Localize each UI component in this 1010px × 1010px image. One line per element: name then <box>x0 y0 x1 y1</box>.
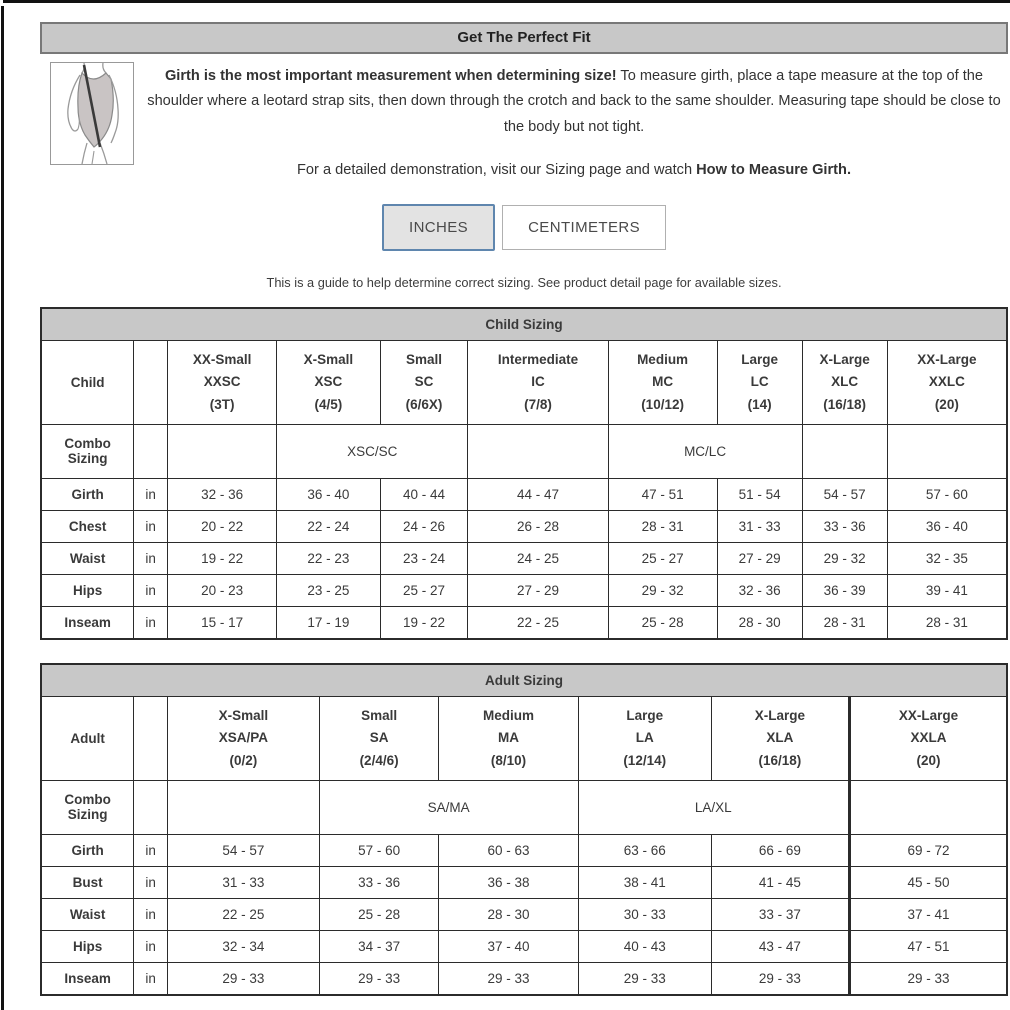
adult-size-column-header: XX-Large XXLA (20) <box>849 696 1007 780</box>
adult-unit-value: in <box>134 930 168 962</box>
child-size-value: 36 - 40 <box>887 510 1007 542</box>
child-size-value: 28 - 31 <box>887 606 1007 639</box>
adult-size-value: 22 - 25 <box>168 898 320 930</box>
child-size-value: 17 - 19 <box>277 606 380 639</box>
child-unit-value: in <box>134 606 168 639</box>
child-header-row <box>41 341 1007 425</box>
child-unit-header <box>134 341 168 425</box>
demo-note-bold: How to Measure Girth. <box>696 162 851 179</box>
adult-size-value: 30 - 33 <box>578 898 711 930</box>
child-size-value: 54 - 57 <box>802 478 887 510</box>
child-combo-label: Combo Sizing <box>41 424 134 478</box>
child-size-value: 32 - 36 <box>168 478 277 510</box>
adult-size-value: 32 - 34 <box>168 930 320 962</box>
child-size-value: 57 - 60 <box>887 478 1007 510</box>
adult-size-value: 69 - 72 <box>849 834 1007 866</box>
child-measurement-row <box>41 542 1007 574</box>
intro-text-column <box>134 62 1008 178</box>
adult-size-value: 29 - 33 <box>711 962 849 995</box>
adult-table-title: Adult Sizing <box>41 664 1007 697</box>
adult-size-value: 25 - 28 <box>319 898 439 930</box>
adult-size-value: 33 - 36 <box>319 866 439 898</box>
girth-instructions-body: To measure girth, place a tape measure at the top of the shoulder where a leotard strap sits, then down through the crotch and back to the same shoulder. Measuring tape should be close to the body but not tight. <box>147 68 1001 135</box>
child-size-column-header: Medium MC (10/12) <box>608 341 717 425</box>
adult-size-value: 36 - 38 <box>439 866 578 898</box>
child-size-value: 22 - 23 <box>277 542 380 574</box>
adult-size-value: 63 - 66 <box>578 834 711 866</box>
adult-size-column-header: Large LA (12/14) <box>578 696 711 780</box>
adult-combo-cell <box>849 780 1007 834</box>
child-size-value: 27 - 29 <box>717 542 802 574</box>
adult-size-value: 29 - 33 <box>168 962 320 995</box>
adult-combo-cell: LA/XL <box>578 780 849 834</box>
adult-sizing-table <box>40 663 1008 996</box>
child-measurement-row <box>41 574 1007 606</box>
adult-size-value: 41 - 45 <box>711 866 849 898</box>
adult-corner-label: Adult <box>41 696 134 780</box>
child-combo-cell: MC/LC <box>608 424 802 478</box>
adult-size-value: 40 - 43 <box>578 930 711 962</box>
child-unit-value: in <box>134 574 168 606</box>
child-measurement-row <box>41 510 1007 542</box>
child-size-value: 23 - 25 <box>277 574 380 606</box>
child-table-title-row <box>41 308 1007 341</box>
child-combo-cell: XSC/SC <box>277 424 468 478</box>
adult-measurement-row <box>41 834 1007 866</box>
child-size-value: 28 - 31 <box>802 606 887 639</box>
child-size-value: 20 - 23 <box>168 574 277 606</box>
child-size-value: 31 - 33 <box>717 510 802 542</box>
child-combo-cell <box>168 424 277 478</box>
adult-size-value: 29 - 33 <box>319 962 439 995</box>
child-measurement-row <box>41 606 1007 639</box>
child-size-column-header: Small SC (6/6X) <box>380 341 468 425</box>
page-content <box>40 22 1008 996</box>
adult-measurement-label: Inseam <box>41 962 134 995</box>
child-size-value: 26 - 28 <box>468 510 608 542</box>
child-measurement-label: Waist <box>41 542 134 574</box>
adult-measurement-label: Bust <box>41 866 134 898</box>
adult-size-value: 66 - 69 <box>711 834 849 866</box>
child-size-value: 24 - 25 <box>468 542 608 574</box>
adult-size-value: 47 - 51 <box>849 930 1007 962</box>
child-size-column-header: Intermediate IC (7/8) <box>468 341 608 425</box>
child-size-value: 29 - 32 <box>608 574 717 606</box>
child-size-value: 28 - 31 <box>608 510 717 542</box>
child-size-value: 19 - 22 <box>168 542 277 574</box>
child-size-value: 51 - 54 <box>717 478 802 510</box>
child-size-value: 24 - 26 <box>380 510 468 542</box>
child-size-value: 20 - 22 <box>168 510 277 542</box>
adult-size-column-header: X-Large XLA (16/18) <box>711 696 849 780</box>
child-size-value: 47 - 51 <box>608 478 717 510</box>
child-size-value: 15 - 17 <box>168 606 277 639</box>
adult-size-value: 54 - 57 <box>168 834 320 866</box>
adult-combo-label: Combo Sizing <box>41 780 134 834</box>
adult-measurement-row <box>41 898 1007 930</box>
child-size-value: 44 - 47 <box>468 478 608 510</box>
child-size-value: 39 - 41 <box>887 574 1007 606</box>
intro-section <box>40 62 1008 178</box>
adult-size-value: 29 - 33 <box>578 962 711 995</box>
sizing-demo-note <box>146 162 1002 178</box>
adult-unit-header <box>134 696 168 780</box>
child-size-value: 32 - 35 <box>887 542 1007 574</box>
child-combo-cell <box>802 424 887 478</box>
child-measurement-label: Hips <box>41 574 134 606</box>
adult-size-column-header: X-Small XSA/PA (0/2) <box>168 696 320 780</box>
adult-combo-unit <box>134 780 168 834</box>
adult-size-value: 29 - 33 <box>439 962 578 995</box>
adult-size-value: 28 - 30 <box>439 898 578 930</box>
child-size-value: 22 - 24 <box>277 510 380 542</box>
child-measurement-label: Chest <box>41 510 134 542</box>
adult-measurement-label: Girth <box>41 834 134 866</box>
child-size-value: 19 - 22 <box>380 606 468 639</box>
adult-size-value: 33 - 37 <box>711 898 849 930</box>
child-table-title: Child Sizing <box>41 308 1007 341</box>
adult-measurement-label: Hips <box>41 930 134 962</box>
adult-size-column-header: Small SA (2/4/6) <box>319 696 439 780</box>
adult-size-value: 31 - 33 <box>168 866 320 898</box>
adult-table-title-row <box>41 664 1007 697</box>
page-left-border <box>1 6 4 1010</box>
child-corner-label: Child <box>41 341 134 425</box>
adult-size-value: 57 - 60 <box>319 834 439 866</box>
girth-diagram-image <box>50 62 134 165</box>
child-size-value: 25 - 28 <box>608 606 717 639</box>
child-size-column-header: X-Small XSC (4/5) <box>277 341 380 425</box>
child-size-column-header: XX-Small XXSC (3T) <box>168 341 277 425</box>
adult-measurement-label: Waist <box>41 898 134 930</box>
adult-size-value: 45 - 50 <box>849 866 1007 898</box>
adult-header-row <box>41 696 1007 780</box>
page-title-bar <box>40 22 1008 54</box>
adult-measurement-row <box>41 962 1007 995</box>
adult-size-value: 37 - 40 <box>439 930 578 962</box>
adult-size-value: 43 - 47 <box>711 930 849 962</box>
child-size-value: 33 - 36 <box>802 510 887 542</box>
child-unit-value: in <box>134 478 168 510</box>
child-size-column-header: Large LC (14) <box>717 341 802 425</box>
centimeters-button[interactable]: CENTIMETERS <box>502 205 666 250</box>
child-sizing-table <box>40 307 1008 640</box>
adult-combo-cell <box>168 780 320 834</box>
child-size-value: 22 - 25 <box>468 606 608 639</box>
adult-size-value: 37 - 41 <box>849 898 1007 930</box>
child-unit-value: in <box>134 510 168 542</box>
page-title: Get The Perfect Fit <box>457 29 591 46</box>
child-combo-cell <box>887 424 1007 478</box>
demo-note-text: For a detailed demonstration, visit our Sizing page and watch <box>297 162 697 179</box>
adult-combo-row <box>41 780 1007 834</box>
adult-unit-value: in <box>134 866 168 898</box>
child-size-value: 25 - 27 <box>380 574 468 606</box>
adult-measurement-row <box>41 866 1007 898</box>
girth-instructions-lead: Girth is the most important measurement when determining size! <box>164 68 617 84</box>
child-measurement-label: Girth <box>41 478 134 510</box>
child-measurement-row <box>41 478 1007 510</box>
child-measurement-label: Inseam <box>41 606 134 639</box>
guide-note: This is a guide to help determine correct sizing. See product detail page for available sizes. <box>266 275 782 291</box>
child-size-value: 36 - 39 <box>802 574 887 606</box>
child-combo-unit <box>134 424 168 478</box>
child-size-column-header: XX-Large XXLC (20) <box>887 341 1007 425</box>
child-size-value: 28 - 30 <box>717 606 802 639</box>
child-combo-cell <box>468 424 608 478</box>
child-combo-row <box>41 424 1007 478</box>
adult-unit-value: in <box>134 898 168 930</box>
adult-combo-cell: SA/MA <box>319 780 578 834</box>
unit-toggle-group <box>40 204 1008 251</box>
page-top-border <box>3 0 1010 3</box>
child-size-value: 23 - 24 <box>380 542 468 574</box>
child-unit-value: in <box>134 542 168 574</box>
adult-size-value: 38 - 41 <box>578 866 711 898</box>
adult-size-value: 29 - 33 <box>849 962 1007 995</box>
child-size-value: 29 - 32 <box>802 542 887 574</box>
child-size-value: 32 - 36 <box>717 574 802 606</box>
adult-size-column-header: Medium MA (8/10) <box>439 696 578 780</box>
adult-unit-value: in <box>134 962 168 995</box>
adult-measurement-row <box>41 930 1007 962</box>
adult-size-value: 34 - 37 <box>319 930 439 962</box>
adult-size-value: 60 - 63 <box>439 834 578 866</box>
child-size-value: 27 - 29 <box>468 574 608 606</box>
child-size-value: 25 - 27 <box>608 542 717 574</box>
child-size-column-header: X-Large XLC (16/18) <box>802 341 887 425</box>
inches-button[interactable]: INCHES <box>382 204 495 251</box>
girth-instructions <box>146 64 1002 140</box>
child-size-value: 40 - 44 <box>380 478 468 510</box>
leotard-girth-icon <box>51 63 133 164</box>
adult-unit-value: in <box>134 834 168 866</box>
child-size-value: 36 - 40 <box>277 478 380 510</box>
